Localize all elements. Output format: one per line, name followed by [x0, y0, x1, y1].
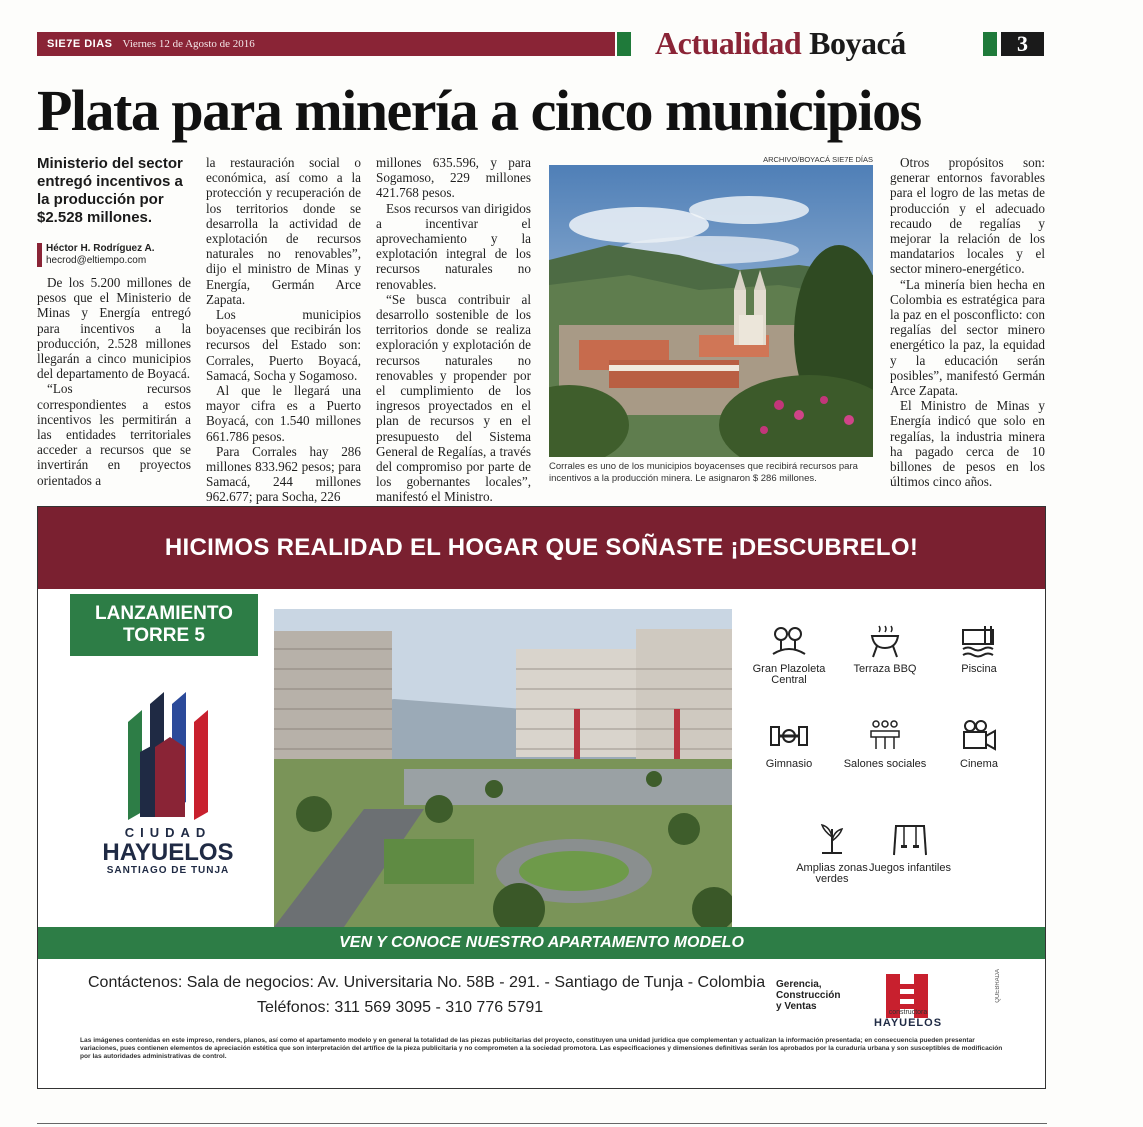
logo-line-tunja: SANTIAGO DE TUNJA [106, 865, 230, 876]
page-number-box [983, 32, 1044, 56]
amenity-social-hall [837, 719, 933, 770]
paragraph: Para Corrales hay 286 millones 833.962 pesos; para Samacá, 244 millones 962.677; para Socha, 226 [206, 443, 361, 505]
legal-disclaimer: Las imágenes contenidas en este impreso, renders, planos, así como el apartamento modelo y en general la totalidad de las piezas publicitarias del proyecto, constituyen una unidad jurídica que complementan y actualizan la información presentada; en consecuencia pueden presentar variaciones, pues contienen elementos de apreciación estética que son interpretación del artífice de la pieza publicitaria y no comprometen a la sociedad promotora. Las especificaciones y dimensiones definitivas serán los aprobados por la curaduría urbana y son susceptibles de modificación por las autoridades administrativas de control. [80, 1037, 1003, 1060]
bbq-icon [867, 624, 903, 658]
article-deck: Ministerio del sector entregó incentivos a la producción por $2.528 millones. [37, 155, 183, 226]
logo-line-ciudad: CIUDAD [124, 825, 212, 840]
gcv-label: Gerencia, Construcción y Ventas [776, 979, 841, 1012]
project-render [274, 609, 732, 927]
plaza-icon [771, 624, 807, 658]
paragraph: Los municipios boyacenses que recibirán los recursos del Estado son: Corrales, Puerto Boyacá, Samacá, Socha y Sogamoso. [206, 307, 361, 383]
paragraph: “Se busca contribuir al desarrollo sostenible de los territorios donde se realiza exploración y explotación de recursos naturales no renovables y propender por el cumplimiento de los ingresos proyectados en el plan de recursos y en el presupuesto del Sistema General de Regalías, a través del compromiso por parte de los gobernantes locales”, manifestó el Ministro. [376, 291, 531, 505]
logo-line-hayuelos: HAYUELOS [102, 839, 234, 866]
green-zones-icon [814, 823, 850, 857]
page-number-accent [983, 32, 997, 56]
contact-address: Contáctenos: Sala de negocios: Av. Universitaria No. 58B - 291. - Santiago de Tunja - Colombia [88, 974, 766, 991]
launch-badge-line1: LANZAMIENTO [95, 603, 233, 624]
pool-icon [961, 624, 997, 658]
apartment-towers-image [274, 609, 732, 927]
amenity-label: Juegos infantiles [869, 862, 951, 874]
amenity-label: Terraza BBQ [853, 663, 917, 675]
author-name: Héctor H. Rodríguez A. [46, 243, 155, 254]
article-photo [549, 165, 873, 457]
paragraph: Al que le llegará una mayor cifra es a Puerto Boyacá, con 1.540 millones 661.786 pesos. [206, 383, 361, 444]
real-estate-ad[interactable] [37, 506, 1046, 1089]
paragraph: “Los recursos correspondientes a estos incentivos les permitirán a las entidades territoriales acceder a recursos que se invertirán en proyectos orientados a [37, 381, 191, 488]
article-column-1 [37, 155, 191, 488]
playground-icon [892, 823, 928, 857]
section-title-part1: Actualidad [655, 25, 802, 61]
paragraph: Otros propósitos son: generar entornos favorables para el logro de las metas de producción y el adecuado recaudo de regalías y mejorar la relación de los mandatarios locales y el sector minero-energético. [890, 155, 1045, 277]
headline: Plata para minería a cinco municipios [37, 78, 921, 143]
issue-date: Viernes 12 de Agosto de 2016 [122, 38, 255, 50]
town-landscape-image [549, 165, 873, 457]
paragraph: “La minería bien hecha en Colombia es estratégica para la paz en el posconflicto: con regalías del sector minero energético la paz, la equidad y la educación serán posibles”, manifestó Germán Arce Zapata. [890, 276, 1045, 399]
byline-marker [37, 243, 42, 267]
article-column-2 [206, 155, 361, 505]
amenity-label: Amplias zonas verdes [796, 862, 868, 885]
social-hall-icon [867, 719, 903, 753]
cta-text: VEN Y CONOCE NUESTRO APARTAMENTO MODELO [339, 934, 744, 951]
amenity-label: Piscina [961, 663, 997, 675]
amenity-plaza [741, 624, 837, 686]
header-accent [617, 32, 631, 56]
cinema-icon [961, 719, 997, 753]
header-bar [37, 32, 615, 56]
contact-phones[interactable]: Teléfonos: 311 569 3095 - 310 776 5791 [257, 999, 544, 1016]
section-title-part2: Boyacá [809, 25, 906, 61]
amenity-label: Gran Plazoleta Central [752, 663, 826, 686]
amenity-label: Gimnasio [765, 758, 813, 770]
amenity-cinema [931, 719, 1027, 770]
amenity-label: Cinema [960, 758, 998, 770]
paragraph: El Ministro de Minas y Energía indicó que solo en regalías, la industria minera ha pagado cerca de 10 billones de pesos en los últimos cinco años. [890, 398, 1045, 490]
vertical-tag: QUEBRADA [995, 969, 1001, 1003]
amenity-gym [741, 719, 837, 770]
amenity-pool [931, 624, 1027, 675]
ad-banner-text: HICIMOS REALIDAD EL HOGAR QUE SOÑASTE ¡DESCUBRELO! [164, 534, 919, 561]
gym-icon [769, 719, 809, 753]
cta-bar [38, 927, 1045, 959]
section-title [655, 25, 906, 61]
launch-badge-line2: TORRE 5 [122, 625, 205, 646]
author-email[interactable]: hecrod@eltiempo.com [46, 255, 147, 266]
brand-label: SIE7E DIAS [47, 38, 113, 50]
company-small-label: constructora [888, 1009, 928, 1016]
launch-badge [70, 594, 258, 656]
ad-banner [38, 507, 1045, 589]
amenity-bbq [837, 624, 933, 675]
photo-caption: Corrales es uno de los municipios boyacenses que recibirá recursos para incentivos a la producción minera. Le asignaron $ 286 millones. [549, 461, 858, 484]
article-column-4 [890, 155, 1045, 489]
amenity-label: Salones sociales [843, 758, 927, 770]
paragraph: millones 635.596, y para Sogamoso, 229 millones 421.768 pesos. [376, 155, 531, 201]
byline [37, 243, 191, 267]
company-name: HAYUELOS [873, 1017, 943, 1029]
amenity-playground [862, 823, 958, 874]
photo-credit: ARCHIVO/BOYACÁ SIE7E DÍAS [763, 155, 873, 164]
page-number: 3 [1001, 32, 1044, 56]
bottom-rule [37, 1123, 1047, 1124]
article-column-3 [376, 155, 531, 505]
paragraph: la restauración social o económica, así como a la protección y recuperación de los territorios donde se desarrolla la actividad de explotación de recursos naturales no renovables”, dijo el ministro de Minas y Energía, Germán Arce Zapata. [206, 155, 361, 307]
paragraph: De los 5.200 millones de pesos que el Ministerio de Minas y Energía entregó para incentivos a la producción, 2.528 millones llegarán a cinco municipios del departamento de Boyacá. [37, 275, 191, 382]
paragraph: Esos recursos van dirigidos a incentivar el aprovechamiento y la explotación integral de los recursos naturales no renovables. [376, 200, 531, 292]
